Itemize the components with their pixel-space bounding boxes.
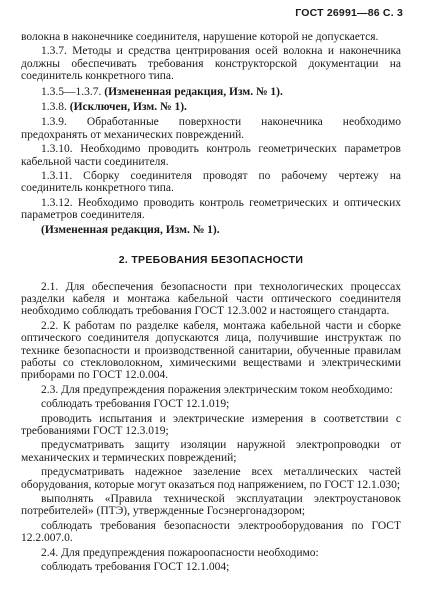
paragraph-amendment-1-3-5 bbox=[21, 86, 401, 98]
amendment-range: 1.3.5—1.3.7. bbox=[41, 85, 102, 98]
amendment-note: (Измененная редакция, Изм. № 1). bbox=[104, 85, 283, 98]
list-item: предусматривать надежное зазеление всех металлических частей оборудования, которые могут оказаться под напряжением, по ГОСТ 12.1.030; bbox=[21, 466, 401, 491]
list-item: проводить испытания и электрические измерения в соответствии с требованиями ГОСТ 12.3.019; bbox=[21, 412, 401, 437]
list-item: соблюдать требования ГОСТ 12.1.004; bbox=[41, 561, 230, 574]
list-item: выполнять «Правила технической эксплуатации электроустановок потребителей» (ПТЭ), утвержденные Госэнергонадзором; bbox=[21, 493, 401, 518]
paragraph-2-3: 2.3. Для предупреждения поражения электрическим током необходимо: bbox=[41, 383, 393, 396]
paragraph-2-2: 2.2. К работам по разделке кабеля, монтажа кабельной части и сборке оптического соединителя допускаются лица, получившие инструктаж по технике безопасности и производственной санитарии, обученные правилам работы со стекловолокном, химическими веществами и электрическими приборами по ГОСТ 12.0.004. bbox=[21, 319, 401, 382]
document-body bbox=[21, 31, 401, 575]
list-item: соблюдать требования безопасности электрооборудования по ГОСТ 12.2.007.0. bbox=[21, 519, 401, 545]
paragraph-2-1: 2.1. Для обеспечения безопасности при технологических процессах разделки кабеля и монтажа кабельной части оптического соединителя необходимо соблюдать требования ГОСТ 12.3.002 и настоящего стандарта. bbox=[21, 280, 401, 318]
paragraph-1-3-9: 1.3.9. Обработанные поверхности наконечника необходимо предохранять от механических повреждений. bbox=[21, 116, 401, 141]
amendment-note-1-3-12: (Измененная редакция, Изм. № 1). bbox=[41, 223, 220, 236]
paragraph-1-3-8 bbox=[21, 101, 401, 113]
list-item: соблюдать требования ГОСТ 12.1.019; bbox=[41, 398, 230, 411]
paragraph-1-3-10: 1.3.10. Необходимо проводить контроль геометрических параметров кабельной части соединителя. bbox=[21, 143, 401, 168]
clause-number: 1.3.8. bbox=[41, 101, 67, 114]
paragraph-1-3-12: 1.3.12. Необходимо проводить контроль геометрических и оптических параметров соединителя. bbox=[21, 196, 401, 222]
paragraph-1-3-11: 1.3.11. Сборку соединителя проводят по рабочему чертежу на соединитель конкретного типа. bbox=[21, 170, 401, 195]
section-title: 2. ТРЕБОВАНИЯ БЕЗОПАСНОСТИ bbox=[118, 254, 304, 267]
paragraph-2-4: 2.4. Для предупреждения пожароопасности необходимо: bbox=[41, 546, 319, 559]
paragraph-continuation: волокна в наконечнике соединителя, нарушение которой не допускается. bbox=[21, 31, 379, 43]
page-header: ГОСТ 26991—86 С. 3 bbox=[295, 7, 403, 19]
paragraph-1-3-7: 1.3.7. Методы и средства центрирования осей волокна и наконечника должны обеспечивать требования конструкторской документации на соединитель конкретного типа. bbox=[21, 45, 401, 83]
list-item: предусматривать защиту изоляции наружной электропроводки от механических и термических повреждений; bbox=[21, 439, 401, 464]
excluded-note: (Исключен, Изм. № 1). bbox=[69, 101, 187, 114]
